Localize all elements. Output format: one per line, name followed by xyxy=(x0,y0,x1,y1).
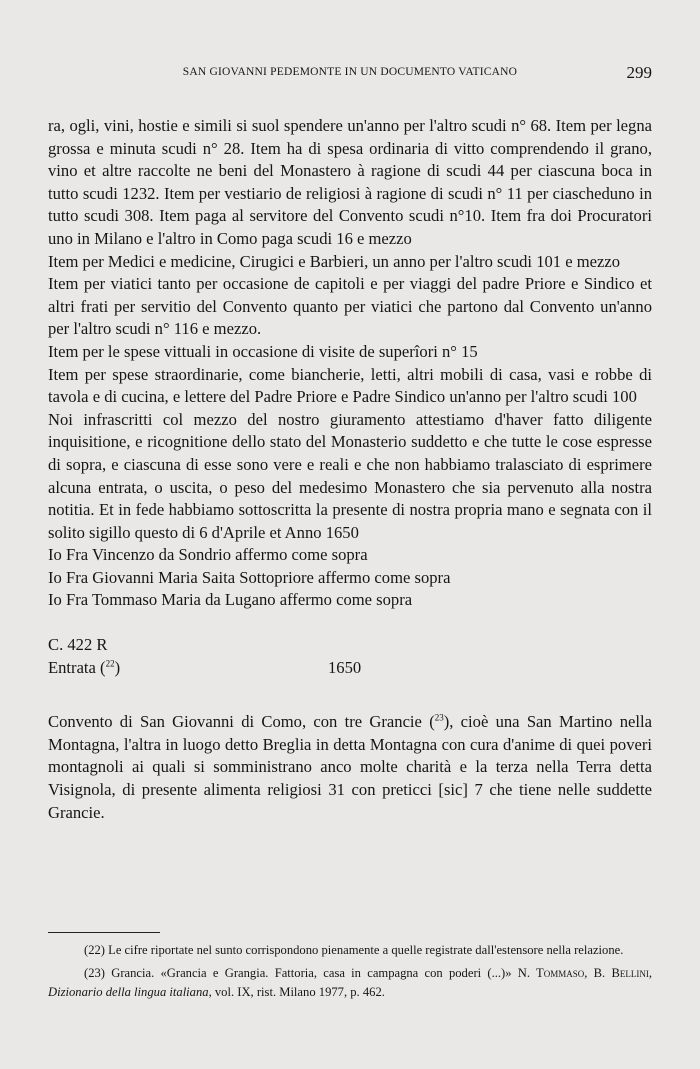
footnote-ref: 22 xyxy=(105,658,115,669)
paragraph-attestation: Noi infrascritti col mezzo del nostro giuramento attestiamo d'haver fatto diligente inquisitione, e ricognitione dello stato del Monasterio suddetto e che tutte le cose espresse di sopra, e ciascuna di esse sono vere e reali e che non habbiamo tralasciato di esprimere alcuna entrata, o uscita, o peso del medesimo Monastero che sia pervenuto alla nostra notitia. Et in fede habbiamo sottoscritta la presente di nostra propria mano e segnata con il solito sigillo questo di 6 d'Aprile et Anno 1650 xyxy=(48,409,652,542)
paragraph-straordinarie: Item per spese straordinarie, come biancherie, letti, altri mobili di casa, vasi e robbe di tavola e di cucina, e lettere del Padre Priore e Padre Sindico un'anno per l'altro scudi 100 xyxy=(48,364,652,407)
running-head xyxy=(48,63,652,85)
footnote-rule xyxy=(48,932,160,933)
paragraph-visite: Item per le spese vittuali in occasione di visite de superîori n° 15 xyxy=(48,341,478,361)
paragraph-viatici: Item per viatici tanto per occasione de capitoli e per viaggi del padre Priore e Sindico et altri frati per servitio del Convento quanto per viatici che partono dal Convento un'anno per l'altro scudi n° 116 e mezzo. xyxy=(48,274,652,339)
author-name: B. Bellini xyxy=(593,966,649,980)
entrata-year: 1650 xyxy=(328,657,362,677)
signature-line: Io Fra Giovanni Maria Saita Sottopriore affermo come sopra xyxy=(48,567,451,587)
page-number: 299 xyxy=(626,63,652,82)
body-text xyxy=(48,115,652,824)
footnote-23: (23) Grancia. «Grancia e Grangia. Fattoria, casa in campagna con poderi (...)» N. Tommaso, B. Bellini, Dizionario della lingua italiana, vol. IX, rist. Milano 1977, p. 462. xyxy=(48,966,652,999)
signature-line: Io Fra Vincenzo da Sondrio affermo come sopra xyxy=(48,545,368,565)
signature-line: Io Fra Tommaso Maria da Lugano affermo come sopra xyxy=(48,590,413,610)
footnotes xyxy=(48,941,652,1006)
entrata-heading xyxy=(48,657,652,680)
footnote-ref: 23 xyxy=(434,712,444,723)
paragraph-medici: Item per Medici e medicine, Cirugici e Barbieri, un anno per l'altro scudi 101 e mezzo xyxy=(48,251,621,271)
author-name: N. Tommaso xyxy=(517,966,585,980)
folio-reference: C. 422 R xyxy=(48,635,108,655)
book-title: Dizionario della lingua italiana xyxy=(48,985,209,999)
paragraph-convento: Convento di San Giovanni di Como, con tre Grancie ($^{23}$), cioè una San Martino nella Montagna, l'altra in luogo detto Breglia in detta Montagna con cura d'anime di quei poveri montagnoli ai quali si somministrano anco molte charità e la terza nella Terra detta Visignola, di presente alimenta religiosi 31 con preticci [sic] 7 che tiene nelle suddette Grancie. xyxy=(48,712,652,822)
paragraph-expenses: ra, ogli, vini, hostie e simili si suol spendere un'anno per l'altro scudi n° 68. Item per legna grossa e minuta scudi n° 28. Item ha di spesa ordinaria di vitto comprendendo il grano, vino et altre raccolte ne beni del Monastero à ragione di scudi 44 per ciascuna boca in tutto scudi 1232. Item per vestiario de religiosi à ragione di scudi n° 11 per ciascheduno in tutto scudi 308. Item paga al servitore del Convento scudi n°10. Item fra doi Procuratori uno in Milano e l'altro in Como paga scudi 16 e mezzo xyxy=(48,116,652,248)
footnote-22: (22) Le cifre riportate nel sunto corrispondono pienamente a quelle registrate dall'estensore nella relazione. xyxy=(84,943,624,957)
entrata-label: Entrata ($^{22}$) xyxy=(48,657,121,677)
running-title: SAN GIOVANNI PEDEMONTE IN UN DOCUMENTO VATICANO xyxy=(182,66,518,78)
